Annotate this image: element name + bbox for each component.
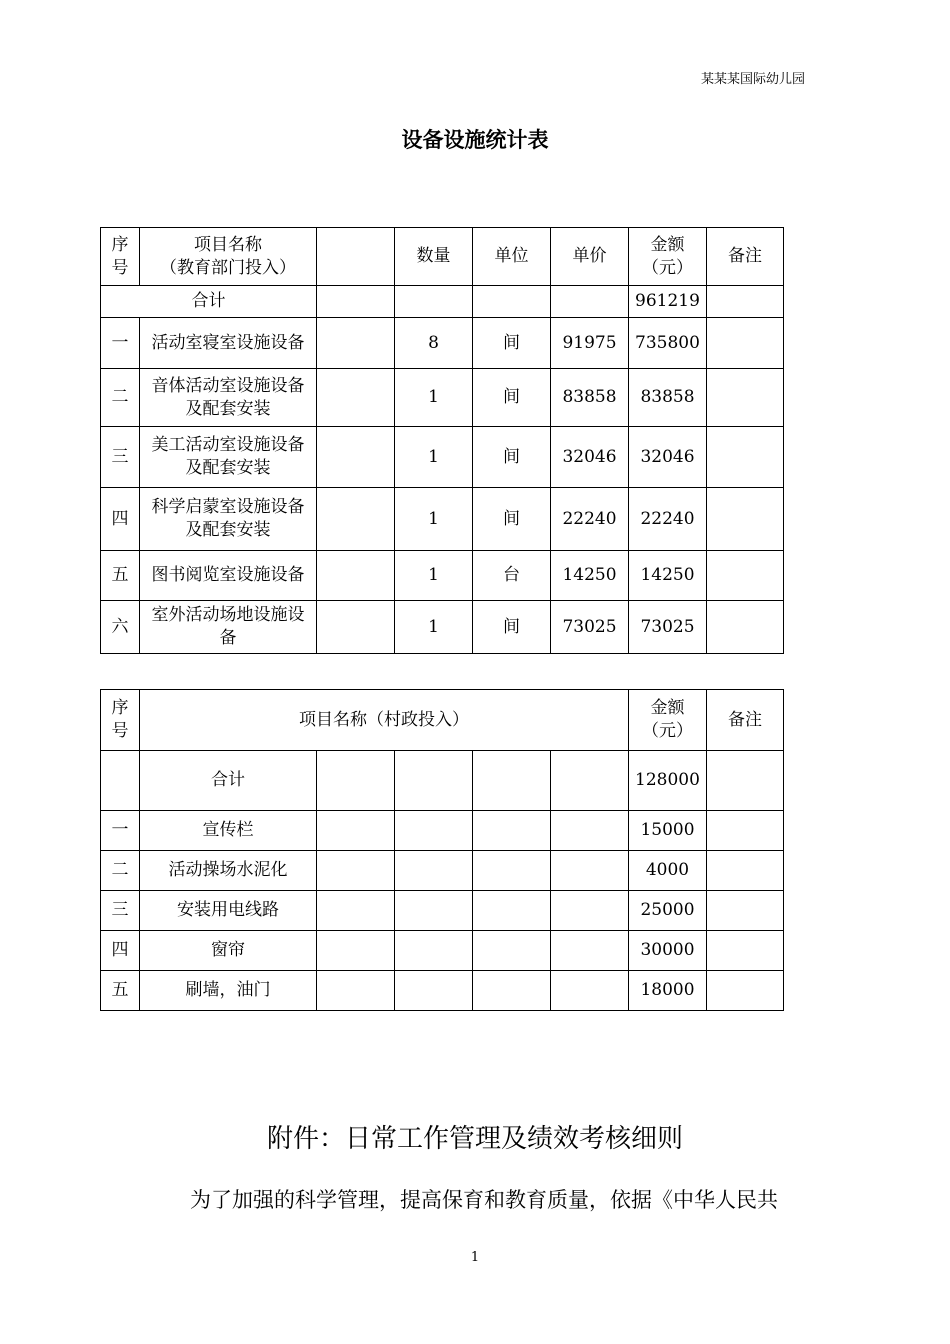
row-seq: 一	[101, 318, 140, 369]
row-amount: 4000	[629, 851, 707, 891]
table-row	[101, 318, 784, 369]
row-unit: 间	[473, 488, 551, 551]
table-row	[101, 931, 784, 971]
row-amount: 15000	[629, 811, 707, 851]
header-amount: 金额 （元）	[629, 228, 707, 286]
row-unit: 间	[473, 318, 551, 369]
row-name: 室外活动场地设施设备	[140, 601, 317, 654]
row-seq: 四	[101, 488, 140, 551]
row-amount: 14250	[629, 551, 707, 601]
row-name: 窗帘	[140, 931, 317, 971]
row-seq: 三	[101, 891, 140, 931]
table-village-investment	[100, 689, 784, 1011]
row-qty: 1	[395, 601, 473, 654]
page-number: 1	[470, 1250, 480, 1265]
table-row	[101, 488, 784, 551]
header-seq: 序 号	[101, 690, 140, 751]
table-row	[101, 551, 784, 601]
row-unit: 间	[473, 601, 551, 654]
row-unit: 间	[473, 369, 551, 427]
header-note: 备注	[707, 690, 784, 751]
header-unit: 单位	[473, 228, 551, 286]
header-organization: 某某某国际幼儿园	[700, 72, 805, 87]
row-seq: 五	[101, 551, 140, 601]
row-amount: 735800	[629, 318, 707, 369]
header-note: 备注	[707, 228, 784, 286]
header-name: 项目名称 （教育部门投入）	[140, 228, 317, 286]
row-qty: 1	[395, 369, 473, 427]
row-seq: 二	[101, 851, 140, 891]
row-qty: 1	[395, 488, 473, 551]
table-row	[101, 851, 784, 891]
row-price: 91975	[551, 318, 629, 369]
table-row	[101, 891, 784, 931]
table-header-row	[101, 690, 784, 751]
table-row	[101, 369, 784, 427]
row-seq: 六	[101, 601, 140, 654]
row-amount: 83858	[629, 369, 707, 427]
header-seq: 序 号	[101, 228, 140, 286]
row-qty: 1	[395, 551, 473, 601]
table-header-row	[101, 228, 784, 286]
row-unit: 间	[473, 427, 551, 488]
row-name: 活动操场水泥化	[140, 851, 317, 891]
row-amount: 32046	[629, 427, 707, 488]
row-price: 83858	[551, 369, 629, 427]
row-qty: 8	[395, 318, 473, 369]
table-row	[101, 811, 784, 851]
table-row	[101, 601, 784, 654]
row-seq: 二	[101, 369, 140, 427]
page-title: 设备设施统计表	[401, 128, 549, 152]
table-row	[101, 427, 784, 488]
total-amount: 961219	[629, 286, 707, 318]
row-amount: 30000	[629, 931, 707, 971]
row-name: 安装用电线路	[140, 891, 317, 931]
row-price: 14250	[551, 551, 629, 601]
row-seq: 四	[101, 931, 140, 971]
total-label: 合计	[140, 751, 317, 811]
row-amount: 22240	[629, 488, 707, 551]
header-name: 项目名称（村政投入）	[140, 690, 629, 751]
header-qty: 数量	[395, 228, 473, 286]
row-name: 图书阅览室设施设备	[140, 551, 317, 601]
row-seq: 三	[101, 427, 140, 488]
row-price: 32046	[551, 427, 629, 488]
row-name: 科学启蒙室设施设备及配套安装	[140, 488, 317, 551]
header-blank	[317, 228, 395, 286]
row-amount: 25000	[629, 891, 707, 931]
row-name: 美工活动室设施设备及配套安装	[140, 427, 317, 488]
annex-title: 附件：日常工作管理及绩效考核细则	[266, 1124, 683, 1154]
row-price: 22240	[551, 488, 629, 551]
row-name: 刷墙，油门	[140, 971, 317, 1011]
row-name: 宣传栏	[140, 811, 317, 851]
table-row	[101, 971, 784, 1011]
row-qty: 1	[395, 427, 473, 488]
header-amount: 金额 （元）	[629, 690, 707, 751]
row-amount: 18000	[629, 971, 707, 1011]
total-row	[101, 286, 784, 318]
total-amount: 128000	[629, 751, 707, 811]
row-name: 活动室寝室设施设备	[140, 318, 317, 369]
row-seq: 五	[101, 971, 140, 1011]
row-seq: 一	[101, 811, 140, 851]
total-row	[101, 751, 784, 811]
annex-paragraph: 为了加强的科学管理，提高保育和教育质量，依据《中华人民共	[190, 1188, 778, 1212]
header-price: 单价	[551, 228, 629, 286]
row-price: 73025	[551, 601, 629, 654]
row-name: 音体活动室设施设备及配套安装	[140, 369, 317, 427]
row-unit: 台	[473, 551, 551, 601]
table-education-investment	[100, 227, 784, 654]
total-label: 合计	[101, 286, 317, 318]
row-amount: 73025	[629, 601, 707, 654]
